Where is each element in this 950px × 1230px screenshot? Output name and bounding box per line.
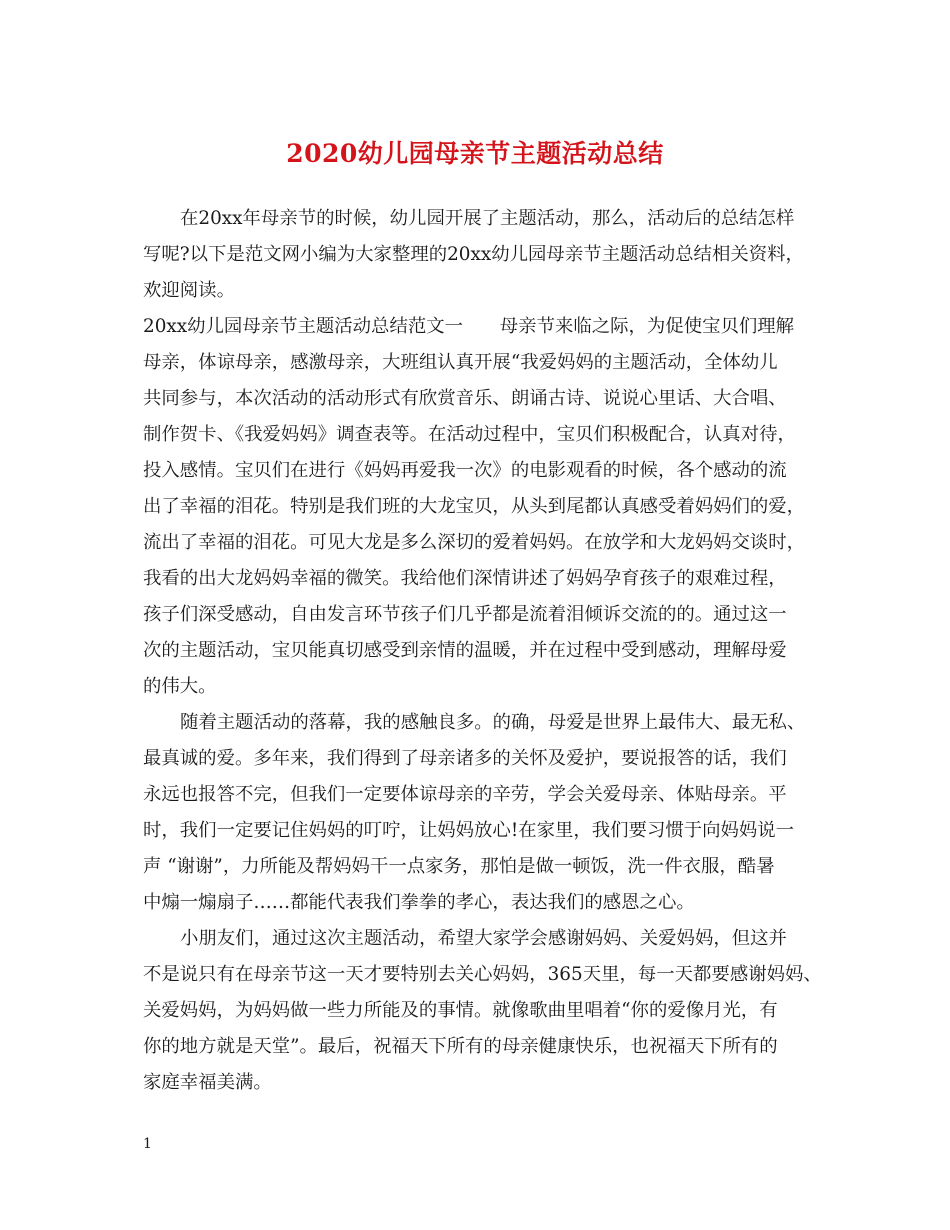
body-line: 不是说只有在母亲节这一天才要特别去关心妈妈，365天里，每一天都要感谢妈妈、 — [143, 964, 822, 985]
body-line: 家庭幸福美满。 — [143, 1072, 272, 1093]
document-title: 2020幼儿园母亲节主题活动总结 — [286, 139, 664, 168]
body-line: 随着主题活动的落幕，我的感触良多。的确，母爱是世界上最伟大、最无私、 — [180, 712, 806, 733]
body-line: 时，我们一定要记住妈妈的叮咛，让妈妈放心!在家里，我们要习惯于向妈妈说一 — [143, 820, 795, 841]
body-line: 欢迎阅读。 — [143, 280, 235, 301]
body-line: 中煽一煽扇子……都能代表我们拳拳的孝心，表达我们的感恩之心。 — [143, 892, 695, 913]
body-line: 20xx幼儿园母亲节主题活动总结范文一 母亲节来临之际，为促使宝贝们理解 — [143, 316, 795, 337]
body-line: 的伟大。 — [143, 676, 217, 697]
page-number: 1 — [143, 1136, 152, 1152]
body-line: 投入感情。宝贝们在进行《妈妈再爱我一次》的电影观看的时候，各个感动的流 — [143, 460, 787, 481]
body-line: 关爱妈妈，为妈妈做一些力所能及的事情。就像歌曲里唱着“你的爱像月光，有 — [143, 1000, 778, 1021]
body-line: 你的地方就是天堂”。最后，祝福天下所有的母亲健康快乐，也祝福天下所有的 — [143, 1036, 778, 1057]
body-line: 在20xx年母亲节的时候，幼儿园开展了主题活动，那么，活动后的总结怎样 — [180, 208, 795, 229]
body-line: 制作贺卡、《我爱妈妈》调查表等。在活动过程中，宝贝们积极配合，认真对待， — [143, 424, 796, 445]
body-line: 出了幸福的泪花。特别是我们班的大龙宝贝，从头到尾都认真感受着妈妈们的爱， — [143, 496, 806, 517]
body-line: 母亲，体谅母亲，感激母亲，大班组认真开展“我爱妈妈的主题活动，全体幼儿 — [143, 352, 778, 373]
body-line: 声 “谢谢”，力所能及帮妈妈干一点家务，那怕是做一顿饭，洗一件衣服，酷暑 — [143, 856, 775, 877]
body-line: 写呢?以下是范文网小编为大家整理的20xx幼儿园母亲节主题活动总结相关资料， — [143, 244, 804, 265]
body-line: 次的主题活动，宝贝能真切感受到亲情的温暖，并在过程中受到感动，理解母爱 — [143, 640, 787, 661]
body-line: 最真诚的爱。多年来，我们得到了母亲诸多的关怀及爱护，要说报答的话，我们 — [143, 748, 787, 769]
body-line: 共同参与，本次活动的活动形式有欣赏音乐、朗诵古诗、说说心里话、大合唱、 — [143, 388, 787, 409]
body-line: 小朋友们，通过这次主题活动，希望大家学会感谢妈妈、关爱妈妈，但这并 — [180, 928, 787, 949]
body-line: 永远也报答不完，但我们一定要体谅母亲的辛劳，学会关爱母亲、体贴母亲。平 — [143, 784, 787, 805]
body-line: 我看的出大龙妈妈幸福的微笑。我给他们深情讲述了妈妈孕育孩子的艰难过程， — [143, 568, 787, 589]
body-line: 孩子们深受感动，自由发言环节孩子们几乎都是流着泪倾诉交流的的。通过这一 — [143, 604, 787, 625]
body-line: 流出了幸福的泪花。可见大龙是多么深切的爱着妈妈。在放学和大龙妈妈交谈时， — [143, 532, 806, 553]
